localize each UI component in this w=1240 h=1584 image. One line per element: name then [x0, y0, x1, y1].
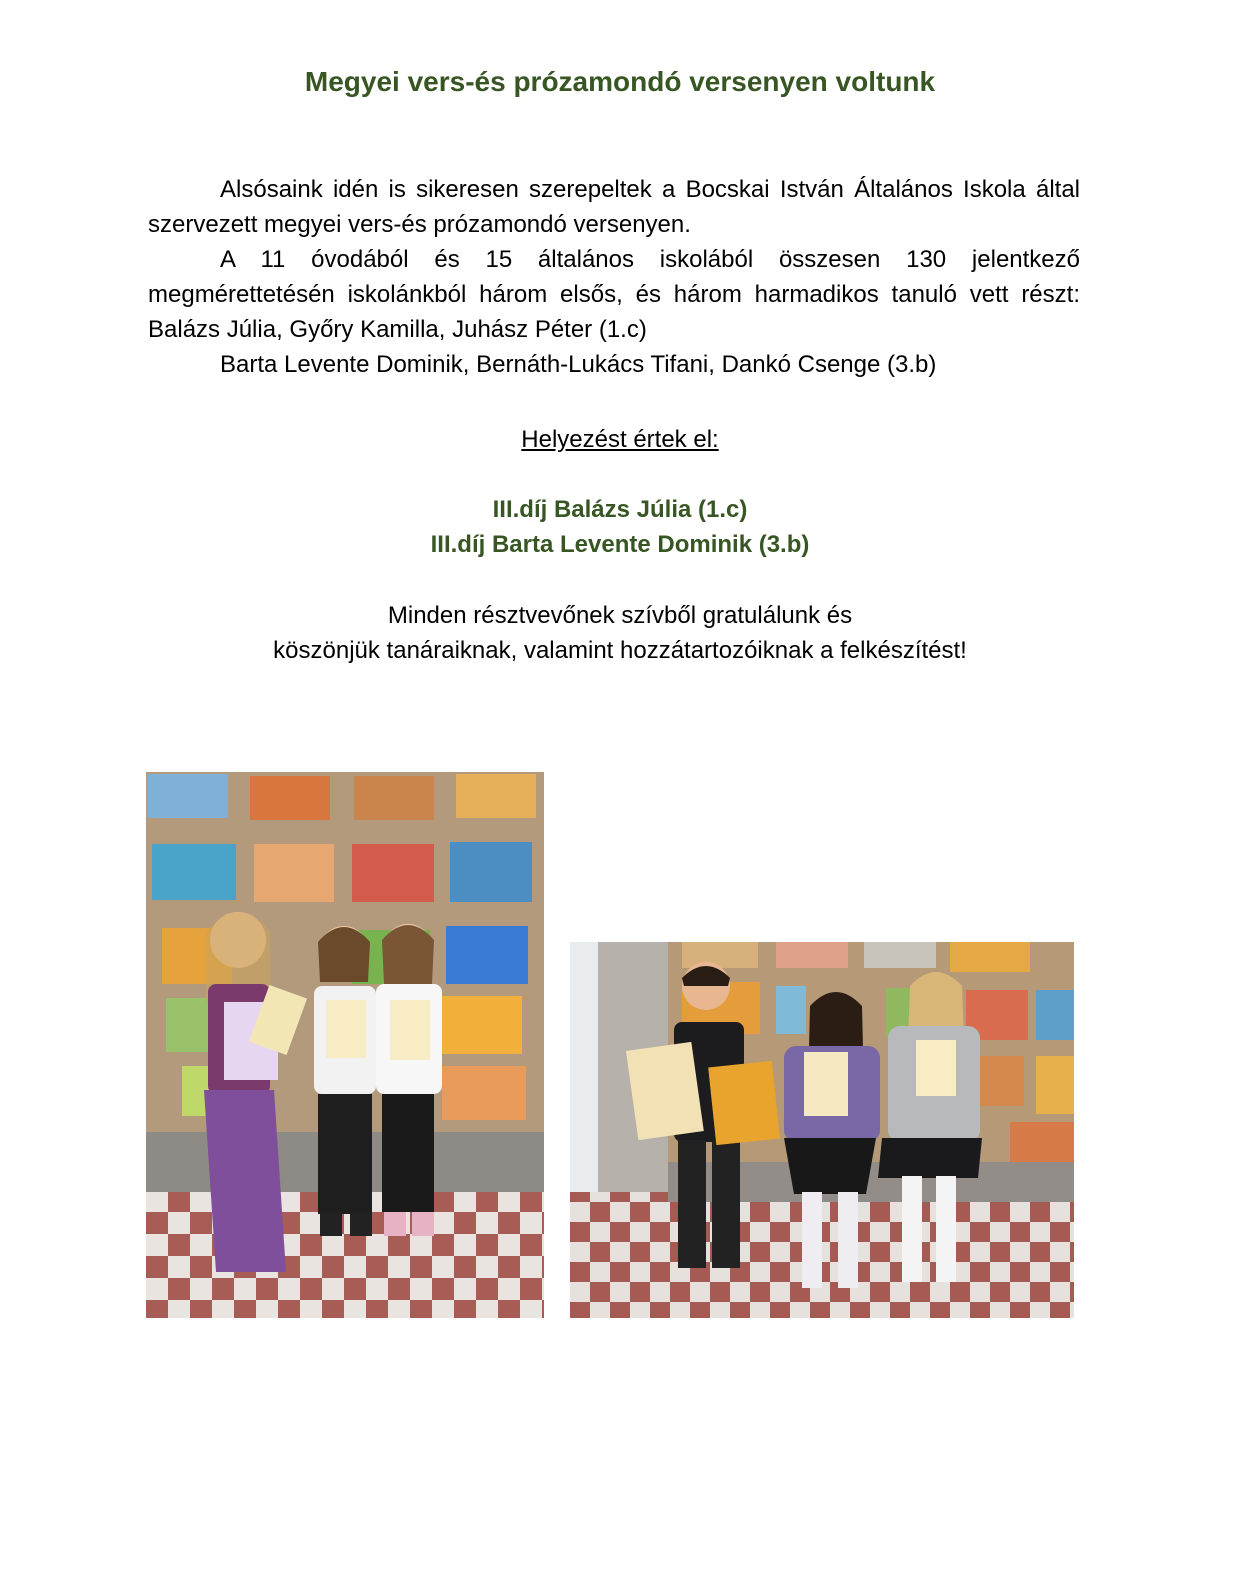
closing-message	[0, 598, 1240, 668]
winner-item: III.díj Balázs Júlia (1.c)	[492, 496, 748, 523]
participants-paragraph: A 11 óvodából és 15 általános iskolából összesen 130 jelentkező megmérettetésén iskolánkból három elsős, és három harmadikos tanuló vett részt: Balázs Júlia, Győry Kamilla, Juhász Péter (1.c)	[148, 246, 1080, 343]
closing-line: Minden résztvevőnek szívből gratulálunk és	[387, 602, 853, 629]
third-graders-paragraph: Barta Levente Dominik, Bernáth-Lukács Tifani, Dankó Csenge (3.b)	[220, 351, 937, 378]
third-graders-photo	[570, 942, 1074, 1318]
winners-list	[0, 492, 1240, 562]
results-heading: Helyezést értek el:	[521, 426, 719, 453]
winner-item: III.díj Barta Levente Dominik (3.b)	[430, 531, 810, 558]
first-graders-photo	[146, 772, 544, 1318]
intro-paragraph: Alsósaink idén is sikeresen szerepeltek a Bocskai István Általános Iskola által szervezett megyei vers-és prózamondó versenyen.	[148, 176, 1080, 238]
closing-line: köszönjük tanáraiknak, valamint hozzátartozóiknak a felkészítést!	[273, 637, 967, 664]
article-body	[148, 172, 1080, 382]
page-title: Megyei vers-és prózamondó versenyen voltunk	[304, 66, 936, 97]
